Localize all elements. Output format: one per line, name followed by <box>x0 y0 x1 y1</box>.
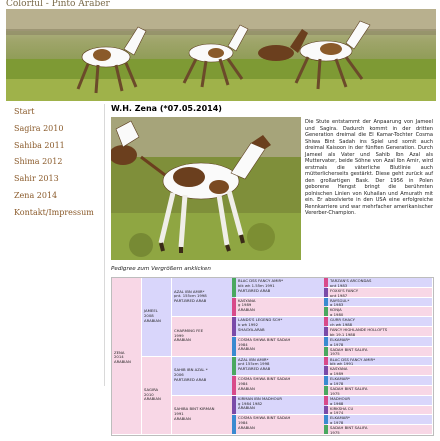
site-title: Colorful - Pinto Araber <box>6 0 110 9</box>
pedigree-horse-info: bk 19.1 1988 <box>330 331 356 337</box>
pedigree-color-marker <box>324 307 328 316</box>
pedigree-horse-info: g 1989 <box>238 302 252 308</box>
pedigree-color-marker <box>324 357 328 366</box>
pedigree-color-marker <box>232 396 236 415</box>
pedigree-horse-info: ARABIAN <box>174 337 191 343</box>
pedigree-horse-info: ARABIAN <box>238 385 255 391</box>
pedigree-horse-name: BLAC DSS FANCY AMIR* <box>238 278 284 283</box>
pedigree-horse-name: KIRKSHA CU <box>330 405 354 411</box>
pedigree-color-marker <box>324 317 328 326</box>
pedigree-color-marker <box>324 327 328 336</box>
banner-image <box>6 9 436 101</box>
pedigree-horse-name: COSMA SHIWA BINT SADAH <box>238 376 291 382</box>
pedigree-horse-info: g 1978 <box>330 341 344 347</box>
pedigree-horse-info: 2014 <box>114 354 124 360</box>
pedigree-horse-name: KIRMAN IBN MADHOUR <box>238 395 282 401</box>
pedigree-cell <box>236 415 328 435</box>
pedigree-cell <box>328 425 433 435</box>
pedigree-horse-name: SADAH BINT SALIFA <box>330 425 368 431</box>
pedigree-color-marker <box>232 357 236 376</box>
pedigree-cell <box>328 307 433 317</box>
pedigree-horse-info: 1984 <box>238 420 248 426</box>
pedigree-horse-info: g 1974 <box>330 410 344 416</box>
pedigree-cell <box>328 288 433 298</box>
pedigree-horse-name: SAHIB IBN AZAL * <box>174 367 208 373</box>
nav-item-sagira[interactable]: Sagira 2010 <box>14 123 64 133</box>
pedigree-color-marker <box>324 288 328 297</box>
pedigree-horse-info: SHAGYA-ARAB <box>238 326 265 332</box>
pedigree-horse-info: 1975 <box>330 351 340 357</box>
pedigree-cell <box>236 357 328 377</box>
pedigree-cell <box>328 337 433 347</box>
pedigree-horse-info: pnt 1983 <box>330 282 348 288</box>
pedigree-horse-info: pnt 155cm 1998 <box>238 361 270 367</box>
pedigree-horse-name: COSMA SHIWA BINT SADAH <box>238 336 291 342</box>
pedigree-horse-name: SADAH BINT SALIFA <box>330 346 368 352</box>
pedigree-color-marker <box>232 376 236 395</box>
pedigree-color-marker <box>324 396 328 405</box>
pedigree-horse-info: g 1978 <box>330 380 344 386</box>
pedigree-horse-info: g 1980 <box>330 312 344 318</box>
pedigree-horse-name: ZENA <box>114 349 125 355</box>
pedigree-color-marker <box>324 386 328 395</box>
pedigree-horse-info: 2010 <box>144 391 154 397</box>
pedigree-horse-name: TARZAN'S ARCONDAS <box>330 278 372 283</box>
pedigree-color-marker <box>232 278 236 297</box>
pedigree-cell <box>236 278 328 298</box>
pedigree-horse-info: PART-BRED ARAB <box>174 298 207 304</box>
pedigree-horse-info: PART-BRED ARAB <box>174 376 207 382</box>
pedigree-horse-info: 1984 <box>238 341 248 347</box>
pedigree-cell <box>142 357 172 436</box>
pedigree-horse-info: ARABIAN <box>238 307 255 313</box>
pedigree-cell <box>328 347 433 357</box>
pedigree-horse-name: ELKAMAR* <box>330 336 350 342</box>
pedigree-cell <box>328 317 433 327</box>
pedigree-horse-info: ARABIAN <box>144 317 161 323</box>
pedigree-horse-name: KASYANA <box>238 297 256 303</box>
pedigree-cell <box>172 317 236 356</box>
pedigree-horse-name: LANDS'S LEGEND SCH* <box>238 317 283 323</box>
pedigree-horse-name: MADHOUR <box>330 395 351 401</box>
pedigree-horse-info: blk wh 1.55m 1991 <box>238 282 275 288</box>
pedigree-horse-info: ARABIAN <box>114 359 131 365</box>
pedigree-color-marker <box>324 278 328 287</box>
pedigree-horse-info: PART-BRED ARAB <box>238 366 271 372</box>
pedigree-horse-info: 1984 <box>238 380 248 386</box>
pedigree-cell <box>328 298 433 308</box>
pedigree-horse-info: 2006 <box>174 371 184 377</box>
pedigree-cell <box>236 337 328 357</box>
pedigree-horse-name: JAMEEL <box>144 308 158 314</box>
pedigree-horse-info: 1975 <box>330 429 340 435</box>
pedigree-color-marker <box>324 366 328 375</box>
pedigree-horse-name: RAYSGUL* <box>330 297 350 303</box>
pedigree-color-marker <box>324 298 328 307</box>
pedigree-chart[interactable] <box>111 277 434 436</box>
pedigree-horse-info: ARABIAN <box>238 346 255 352</box>
pedigree-horse-info: ARABIAN <box>238 424 255 430</box>
pedigree-cell <box>328 357 433 367</box>
pedigree-horse-name: ELKAMAR* <box>330 376 350 382</box>
pedigree-horse-info: pnt 1987 <box>330 292 348 298</box>
pedigree-cell <box>172 396 236 435</box>
pedigree-horse-info: ch wh 1988 <box>330 322 353 328</box>
nav-item-sahiba[interactable]: Sahiba 2011 <box>14 140 65 150</box>
pedigree-horse-name: BLAC DSS FANCY AMIR* <box>330 356 376 362</box>
pedigree-horse-info: g 1978 <box>330 420 344 426</box>
nav-item-shima[interactable]: Shima 2012 <box>14 157 63 167</box>
pedigree-color-marker <box>324 347 328 356</box>
pedigree-color-marker <box>324 337 328 346</box>
pedigree-horse-info: g 1989 <box>330 371 344 377</box>
pedigree-caption: Pedigree zum Vergrößern anklicken <box>111 266 211 272</box>
pedigree-horse-info: pnt. 155cm 1998 <box>174 293 207 299</box>
pedigree-horse-name: CHARMING FEE <box>174 327 204 333</box>
pedigree-color-marker <box>232 415 236 434</box>
pedigree-horse-name: FOXXI'S FANCY <box>330 287 359 293</box>
pedigree-cell <box>236 298 328 318</box>
pedigree-horse-info: 1975 <box>330 390 340 396</box>
pedigree-color-marker <box>324 415 328 424</box>
pedigree-cell <box>112 278 142 435</box>
pedigree-cell <box>236 317 328 337</box>
pedigree-cell <box>328 415 433 425</box>
pedigree-cell <box>328 366 433 376</box>
pedigree-cell <box>328 376 433 386</box>
pedigree-horse-name: SAGIRA <box>144 386 159 392</box>
pedigree-cell <box>236 376 328 396</box>
pedigree-horse-name: ELKAMAR* <box>330 415 350 421</box>
pedigree-color-marker <box>324 376 328 385</box>
sidebar-nav <box>14 106 100 224</box>
pedigree-cell <box>172 278 236 317</box>
pedigree-cell <box>236 396 328 416</box>
pedigree-horse-info: blk wh 1991 <box>330 361 354 367</box>
pedigree-horse-info: 1991 <box>174 411 184 417</box>
pedigree-horse-info: 2008 <box>144 313 154 319</box>
pedigree-horse-name: FANCY HIGHLANDE HOLLOFTS <box>330 327 388 333</box>
pedigree-horse-info: g 1968 <box>330 400 344 406</box>
pedigree-horse-info: PART-BRED ARAB <box>238 287 271 293</box>
pedigree-horse-info: ARABIAN <box>174 415 191 421</box>
pedigree-cell <box>328 327 433 337</box>
nav-item-sahir[interactable]: Sahir 2013 <box>14 174 59 184</box>
nav-item-start[interactable]: Start <box>14 107 35 116</box>
pedigree-color-marker <box>232 337 236 356</box>
pedigree-color-marker <box>232 298 236 317</box>
pedigree-cell <box>328 396 433 406</box>
pedigree-horse-info: ARABIAN <box>144 396 161 402</box>
pedigree-color-marker <box>232 317 236 336</box>
pedigree-horse-name: SADAH BINT SALIFA <box>330 385 368 391</box>
nav-item-zena[interactable]: Zena 2014 <box>14 190 58 200</box>
pedigree-horse-name: KONJA <box>330 307 342 313</box>
pedigree-horse-name: COSMA SHIWA BINT SADAH <box>238 415 291 421</box>
pedigree-horse-name: KASYANA <box>330 366 348 372</box>
pedigree-horse-info: 1999 <box>174 332 184 338</box>
pedigree-cell <box>328 386 433 396</box>
pedigree-horse-name: GURR SHACY <box>330 317 355 323</box>
pedigree-cell <box>328 406 433 416</box>
horse-description: Die Stute entstammt der Anpaarung von Jameel und Sagira. Dadurch kommt in der dritten Generation dreimal die El Kamar-Tochter Cosma Shiwa Bint Sadah ins Spiel und somit auch dreimal Kaisoon in der fünften Generation. Durch Jameel als Vater und Sahib Ibn Azal als Muttervater, beide Söhne von Azal Ibn Amir, wird erstmals die väterliche Blutlinie auch mütterlicherseits gestärkt. Diese geht zurück auf den großartigen Bask. Der 1956 in Polen geborene Hengst bringt die berühmten polnischen Linien von Kuhailan und Amurath mit ein. Er absolvierte in den USA eine erfolgreiche Rennkarriere und war mehrfacher amerikanischer Vererber-Champion. <box>305 119 433 216</box>
pedigree-color-marker <box>324 406 328 415</box>
pedigree-cell <box>328 278 433 288</box>
pedigree-horse-info: g 1983 <box>330 302 344 308</box>
pedigree-horse-info: b wh 1992 <box>238 322 258 328</box>
pedigree-color-marker <box>324 425 328 434</box>
horse-photo <box>111 117 301 260</box>
pedigree-horse-name: SAHIBA BINT KIRMAN <box>174 406 215 412</box>
pedigree-horse-name: AZAL IBN AMIR* <box>238 356 269 362</box>
sidebar-divider <box>104 104 105 386</box>
pedigree-horse-info: g 1984 1982 <box>238 400 263 406</box>
pedigree-horse-name: AZAL IBN AMIR* <box>174 288 205 294</box>
pedigree-cell <box>142 278 172 357</box>
nav-item-kontakt[interactable]: Kontakt/Impressum <box>14 207 94 217</box>
page-title: W.H. Zena (*07.05.2014) <box>111 104 222 113</box>
pedigree-cell <box>172 357 236 396</box>
pedigree-horse-info: ARABIAN <box>238 405 255 411</box>
